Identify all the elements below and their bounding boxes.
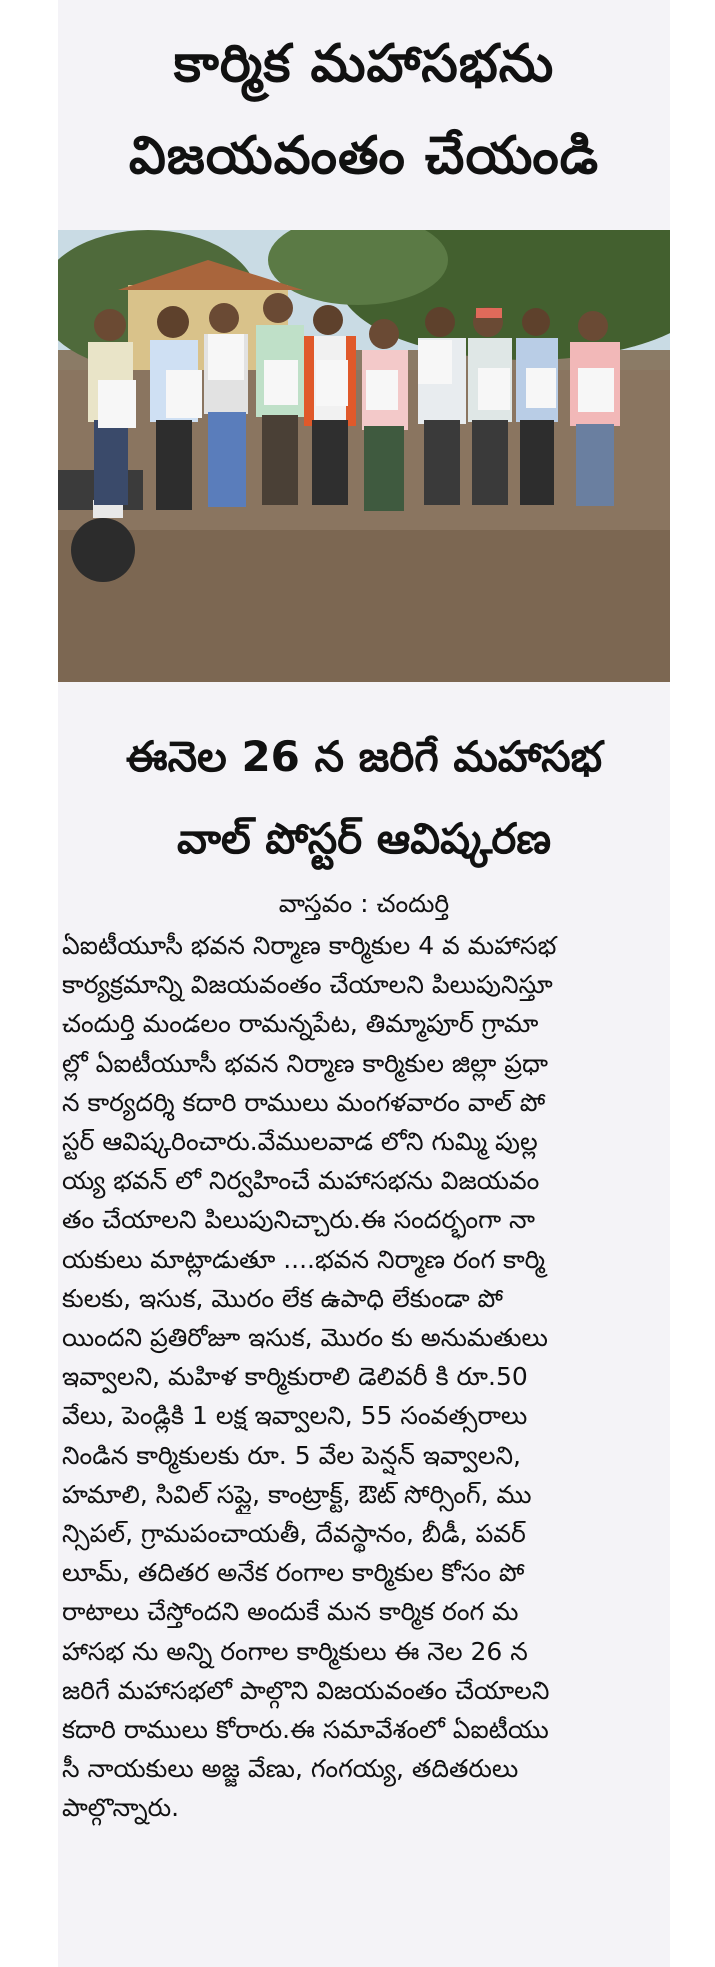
article-body-line: న కార్యదర్శి కదారి రాములు మంగళవారం వాల్ పో — [62, 1087, 546, 1117]
article-body-line: స్టర్ ఆవిష్కరించారు.వేములవాడ లోని గుమ్మి పుల్ల — [62, 1127, 538, 1157]
headline-line-2: విజయవంతం చేయండి — [128, 126, 600, 186]
article-body-line: రాటాలు చేస్తోందని అందుకే మన కార్మిక రంగ మ — [62, 1597, 519, 1627]
article-body-line: నిండిన కార్మికులకు రూ. 5 వేల పెన్షన్ ఇవ్వాలని, — [62, 1440, 521, 1470]
article-body — [62, 926, 666, 1828]
dateline: వాస్తవం : చందుర్తి — [278, 889, 450, 918]
article-body-line: ఏఐటీయూసీ భవన నిర్మాణ కార్మికుల 4 వ మహాసభ — [62, 931, 557, 960]
article-body-line: తం చేయాలని పిలుపునిచ్చారు.ఈ సందర్భంగా నా — [62, 1205, 536, 1235]
article-body-line: పాల్గొన్నారు. — [62, 1793, 180, 1823]
subheadline — [58, 716, 670, 880]
article-body-line: లూమ్, తదితర అనేక రంగాల కార్మికుల కోసం పో — [62, 1558, 525, 1588]
article-body-line: కులకు, ఇసుక, మొరం లేక ఉపాధి లేకుండా పో — [62, 1283, 503, 1313]
article-body-line: కదారి రాములు కోరారు.ఈ సమావేశంలో ఏఐటీయు — [62, 1715, 549, 1745]
group-photo-with-posters-icon — [58, 230, 670, 682]
article-body-line: జరిగే మహాసభలో పాల్గొని విజయవంతం చేయాలని — [62, 1675, 550, 1705]
article-body-line: కార్యక్రమాన్ని విజయవంతం చేయాలని పిలుపునిస్తూ — [62, 970, 553, 1000]
headline-line-1: కార్మిక మహాసభను — [173, 34, 555, 94]
photo-ground-front — [58, 530, 670, 682]
headline — [58, 0, 670, 202]
article-body-line: వేలు, పెండ్లికి 1 లక్ష ఇవ్వాలని, 55 సంవత్సరాలు — [62, 1401, 528, 1431]
subheadline-line-1: ఈనెల 26 న జరిగే మహాసభ — [125, 732, 603, 781]
article-body-line: యిందని ప్రతిరోజూ ఇసుక, మొరం కు అనుమతులు — [62, 1323, 548, 1353]
article-body-line: హమాలి, సివిల్ సప్లై, కాంట్రాక్ట్, ఔట్ సోర్సింగ్, ము — [62, 1479, 532, 1509]
article-body-line: య్య భవన్ లో నిర్వహించే మహాసభను విజయవం — [62, 1166, 540, 1196]
article-body-line: ఇవ్వాలని, మహిళ కార్మికురాలి డెలివరీ కి రూ.50 — [62, 1362, 528, 1392]
article-column — [58, 0, 670, 1967]
subheadline-line-2: వాల్ పోస్టర్ ఆవిష్కరణ — [176, 814, 552, 863]
article-body-line: యకులు మాట్లాడుతూ ....భవన నిర్మాణ రంగ కార్మి — [62, 1244, 546, 1274]
article-body-line: చందుర్తి మండలం రామన్నపేట, తిమ్మాపూర్ గ్రామా — [62, 1009, 539, 1039]
article-photo — [58, 230, 670, 682]
article-body-line: సీ నాయకులు అజ్జ వేణు, గంగయ్య, తదితరులు — [62, 1754, 519, 1784]
article-body-line: ల్లో ఏఐటీయూసీ భవన నిర్మాణ కార్మికుల జిల్లా ప్రధా — [62, 1048, 549, 1078]
article-body-line: హాసభ ను అన్ని రంగాల కార్మికులు ఈ నెల 26 న — [62, 1636, 528, 1666]
article-body-line: న్సిపల్, గ్రామపంచాయతీ, దేవస్థానం, బీడీ, పవర్ — [62, 1519, 526, 1549]
